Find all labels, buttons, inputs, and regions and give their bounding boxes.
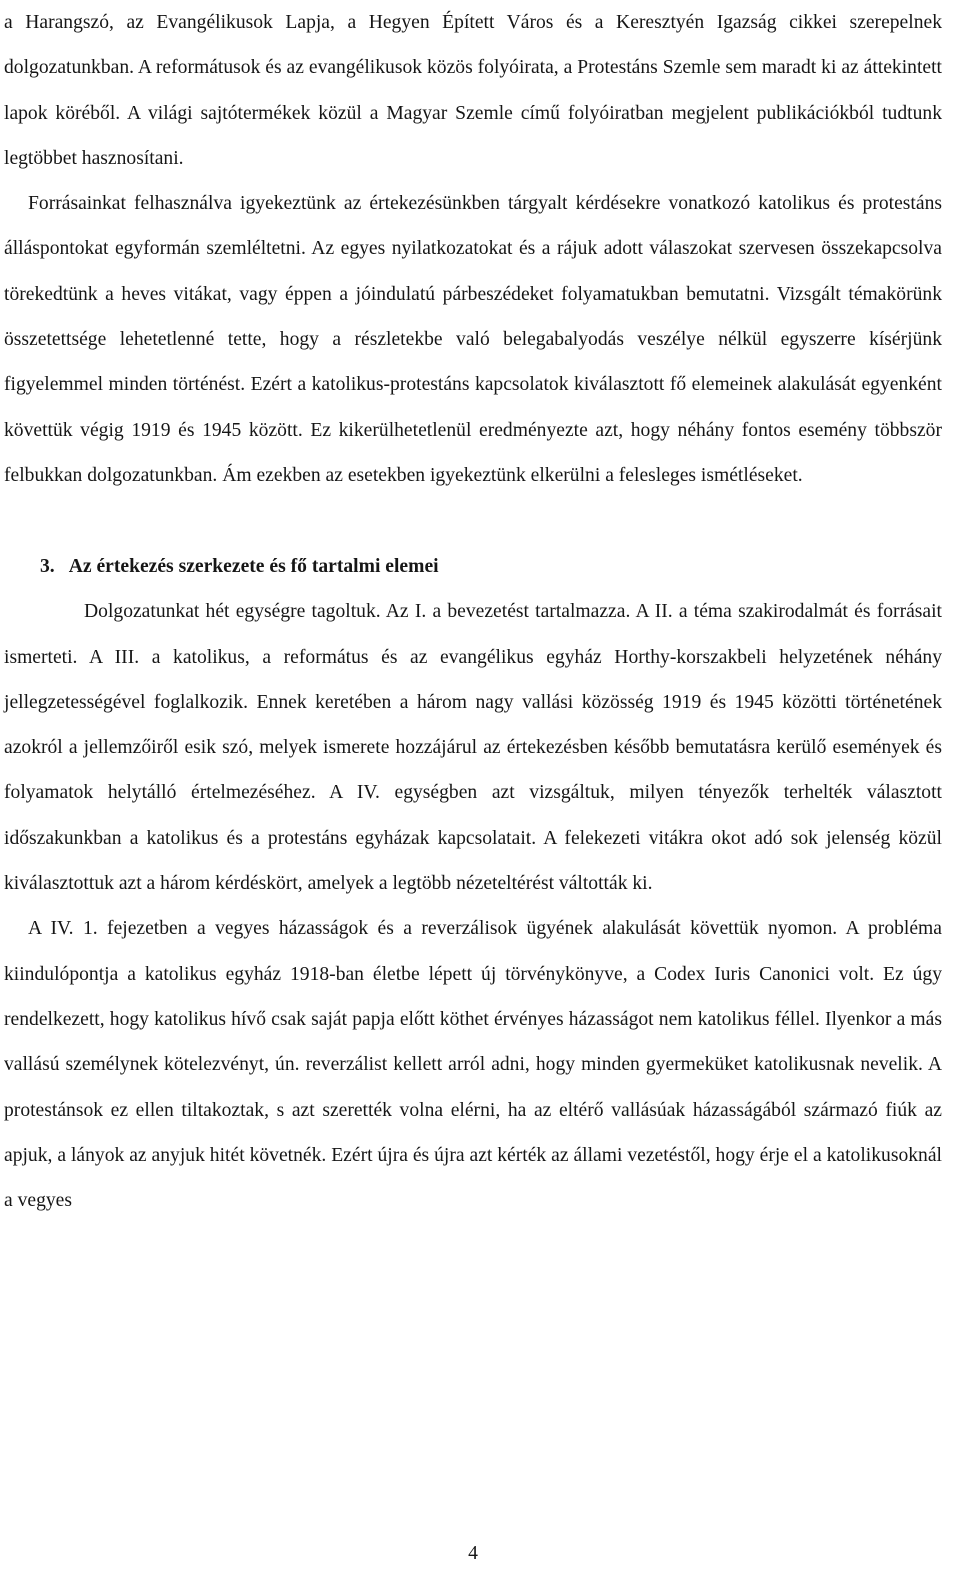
section-number: 3. — [40, 556, 55, 578]
paragraph-methodology: Forrásainkat felhasználva igyekeztünk az értekezésünkben tárgyalt kérdésekre vonatkozó katolikus és protestáns álláspontokat egyformán szemléltetni. Az egyes nyilatkozatokat és a rájuk adott válaszokat szervesen összekapcsolva törekedtünk a heves vitákat, vagy éppen a jóindulatú párbeszédeket folyamatukban bemutatni. Vizsgált témakörünk összetettsége lehetetlenné tette, hogy a részletekbe való belegabalyodás veszélye nélkül egyszerre kísérjünk figyelemmel minden történést. Ezért a katolikus-protestáns kapcsolatok kiválasztott fő elemeinek alakulását egyenként követtük végig 1919 és 1945 között. Ez kikerülhetetlenül eredményezte azt, hogy néhány fontos esemény többször felbukkan dolgozatunkban. Ám ezekben az esetekben igyekeztünk elkerülni a felesleges ismétléseket. — [4, 193, 942, 486]
section-title: Az értekezés szerkezete és fő tartalmi elemei — [68, 556, 439, 578]
paragraph-structure-overview: Dolgozatunkat hét egységre tagoltuk. Az I. a bevezetést tartalmazza. A II. a téma szakirodalmát és forrásait ismerteti. A III. a katolikus, a református és az evangélikus egyház Horthy-korszakbeli helyzetének néhány jellegzetességével foglalkozik. Ennek keretében a három nagy vallási közösség 1919 és 1945 közötti történetének azokról a jellemzőiről esik szó, melyek ismerete hozzájárul az értekezésben később bemutatásra kerülő események és folyamatok helytálló értelmezéséhez. A IV. egységben azt vizsgáltuk, milyen tényezők terhelték választott időszakunkban a katolikus és a protestáns egyházak kapcsolatait. A felekezeti vitákra okot adó sok jelenség közül kiválasztottuk azt a három kérdéskört, amelyek a legtöbb nézeteltérést váltották ki. — [4, 601, 942, 895]
section-heading-block — [4, 498, 942, 589]
document-body — [4, 0, 942, 1223]
page-number: 4 — [468, 1543, 478, 1564]
section-heading — [4, 544, 439, 589]
paragraph-mixed-marriages: A IV. 1. fejezetben a vegyes házasságok és a reverzálisok ügyének alakulását követtük nyomon. A probléma kiindulópontja a katolikus egyház 1918-ban életbe lépett új törvénykönyve, a Codex Iuris Canonici volt. Ez úgy rendelkezett, hogy katolikus hívő csak saját papja előtt köthet érvényes házasságot nem katolikus féllel. Ilyenkor a más vallású személynek kötelezvényt, ún. reverzálist kellett arról adni, hogy minden gyermeküket katolikusnak nevelik. A protestánsok ez ellen tiltakoztak, s azt szerették volna elérni, ha az eltérő vallásúak házasságából származó fiúk az apjuk, a lányok az anyjuk hitét követnék. Ezért újra és újra azt kérték az állami vezetéstől, hogy érje el a katolikusoknál a vegyes — [4, 918, 942, 1212]
paragraph-sources-list: a Harangszó, az Evangélikusok Lapja, a Hegyen Épített Város és a Keresztyén Igazság cikkei szerepelnek dolgozatunkban. A reformátusok és az evangélikusok közös folyóirata, a Protestáns Szemle sem maradt ki az áttekintett lapok köréből. A világi sajtótermékek közül a Magyar Szemle című folyóiratban megjelent publikációkból tudtunk legtöbbet hasznosítani. — [4, 12, 942, 169]
